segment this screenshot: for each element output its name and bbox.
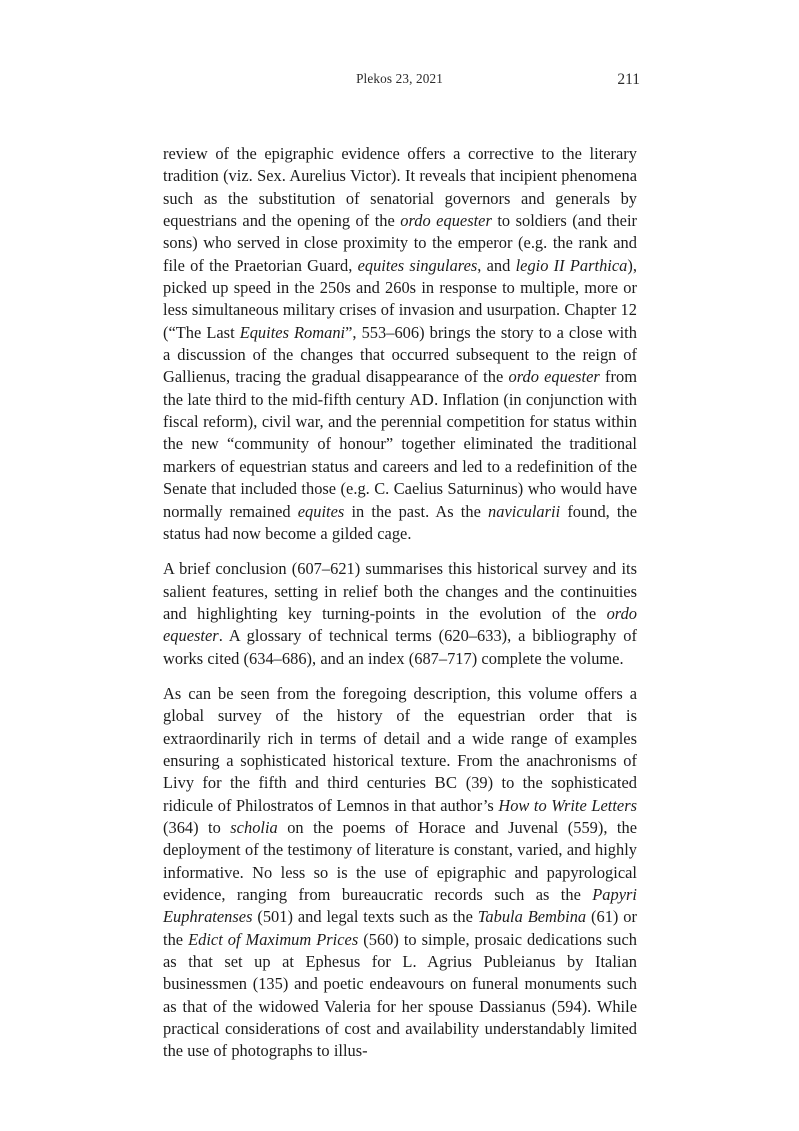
running-head-journal-title: Plekos 23, 2021 [356,71,443,86]
small-caps-era: BC [434,773,458,793]
text-run: from the late third to the mid-fifth century [163,367,637,409]
italic-term: Edict of Maximum Prices [188,929,359,949]
italic-term: Papyri Euphratenses [163,885,637,927]
italic-term: Equites Romani [239,322,346,342]
italic-term: ordo equester [508,367,600,387]
italic-term: ordo equester [163,603,637,646]
italic-term: ordo equester [400,211,492,231]
text-run: on the poems of Horace and Juvenal (559), the deployment of the testimony of literature is constant, varied, and highly informative. No less so is the use of epigraphic and papyrological evidence, ranging from bureaucratic records such as the [163,817,638,904]
text-run: ”, 553–606) brings the story to a close with a discussion of the changes that occurred subsequent to the reign of Gallienus, tracing the gradual disappearance of the [163,322,637,387]
italic-term: scholia [230,817,278,837]
para-2 [163,558,637,670]
para-1 [163,143,637,545]
text-run: to soldiers (and their sons) who served in close proximity to the emperor (e.g. the rank and file of the Praetorian Guard, [163,211,638,275]
text-run: ), picked up speed in the 250s and 260s in response to multiple, more or less simultaneous military crises of invasion and usurpation. Chapter 12 (“The Last [163,255,637,342]
text-run: , and [477,255,516,275]
text-run: review of the epigraphic evidence offers a corrective to the literary tradition (viz. Sex. Aurelius Victor). It reveals that incipient phenomena such as the substitution of senatorial governors and generals by equestrians and the opening of the [163,144,637,231]
small-caps-era: AD [409,389,435,409]
text-run: in the past. As the [344,501,489,521]
italic-term: equites [297,501,345,521]
italic-term: Tabula Bembina [477,907,587,927]
text-run: (39) to the sophisticated ridicule of Philostratos of Lemnos in that author’s [163,773,637,815]
text-run: found, the status had now become a gilded cage. [163,501,637,543]
italic-term: equites singulares [357,255,478,275]
italic-term: legio II Parthica [515,255,628,275]
text-run: (364) to [163,817,231,837]
page-number: 211 [617,71,640,88]
italic-term: How to Write Letters [498,795,637,815]
text-run: (560) to simple, prosaic dedications such as that set up at Ephesus for L. Agrius Publeianus by Italian businessmen (135) and poetic endeavours on funeral monuments such as that of the widowed Valeria for her spouse Dassianus (594). While practical considerations of cost and availability understandably limited the use of photographs to illus- [163,929,638,1061]
body-text-block [163,143,637,1063]
text-run: . A glossary of technical terms (620–633), a bibliography of works cited (634–686), and an index (687–717) complete the volume. [163,626,637,668]
para-3 [163,683,637,1063]
text-run: A brief conclusion (607–621) summarises this historical survey and its salient features, setting in relief both the changes and the continuities and highlighting key turning-points in the evolution of the [163,559,637,623]
text-run: As can be seen from the foregoing description, this volume offers a global survey of the history of the equestrian order that is extraordinarily rich in terms of detail and a wide range of examples ensuring a sophisticated historical texture. From the anachronisms of Livy for the fifth and third centuries [163,683,637,793]
text-run: (61) or the [163,907,637,949]
text-run: (501) and legal texts such as the [252,907,478,927]
text-run: . Inflation (in conjunction with fiscal reform), civil war, and the perennial competition for status within the new “community of honour” together eliminated the traditional markers of equestrian status and careers and led to a redefinition of the Senate that included those (e.g. C. Caelius Saturninus) who would have normally remained [163,389,638,521]
italic-term: navicularii [488,501,561,521]
running-head [0,71,799,91]
